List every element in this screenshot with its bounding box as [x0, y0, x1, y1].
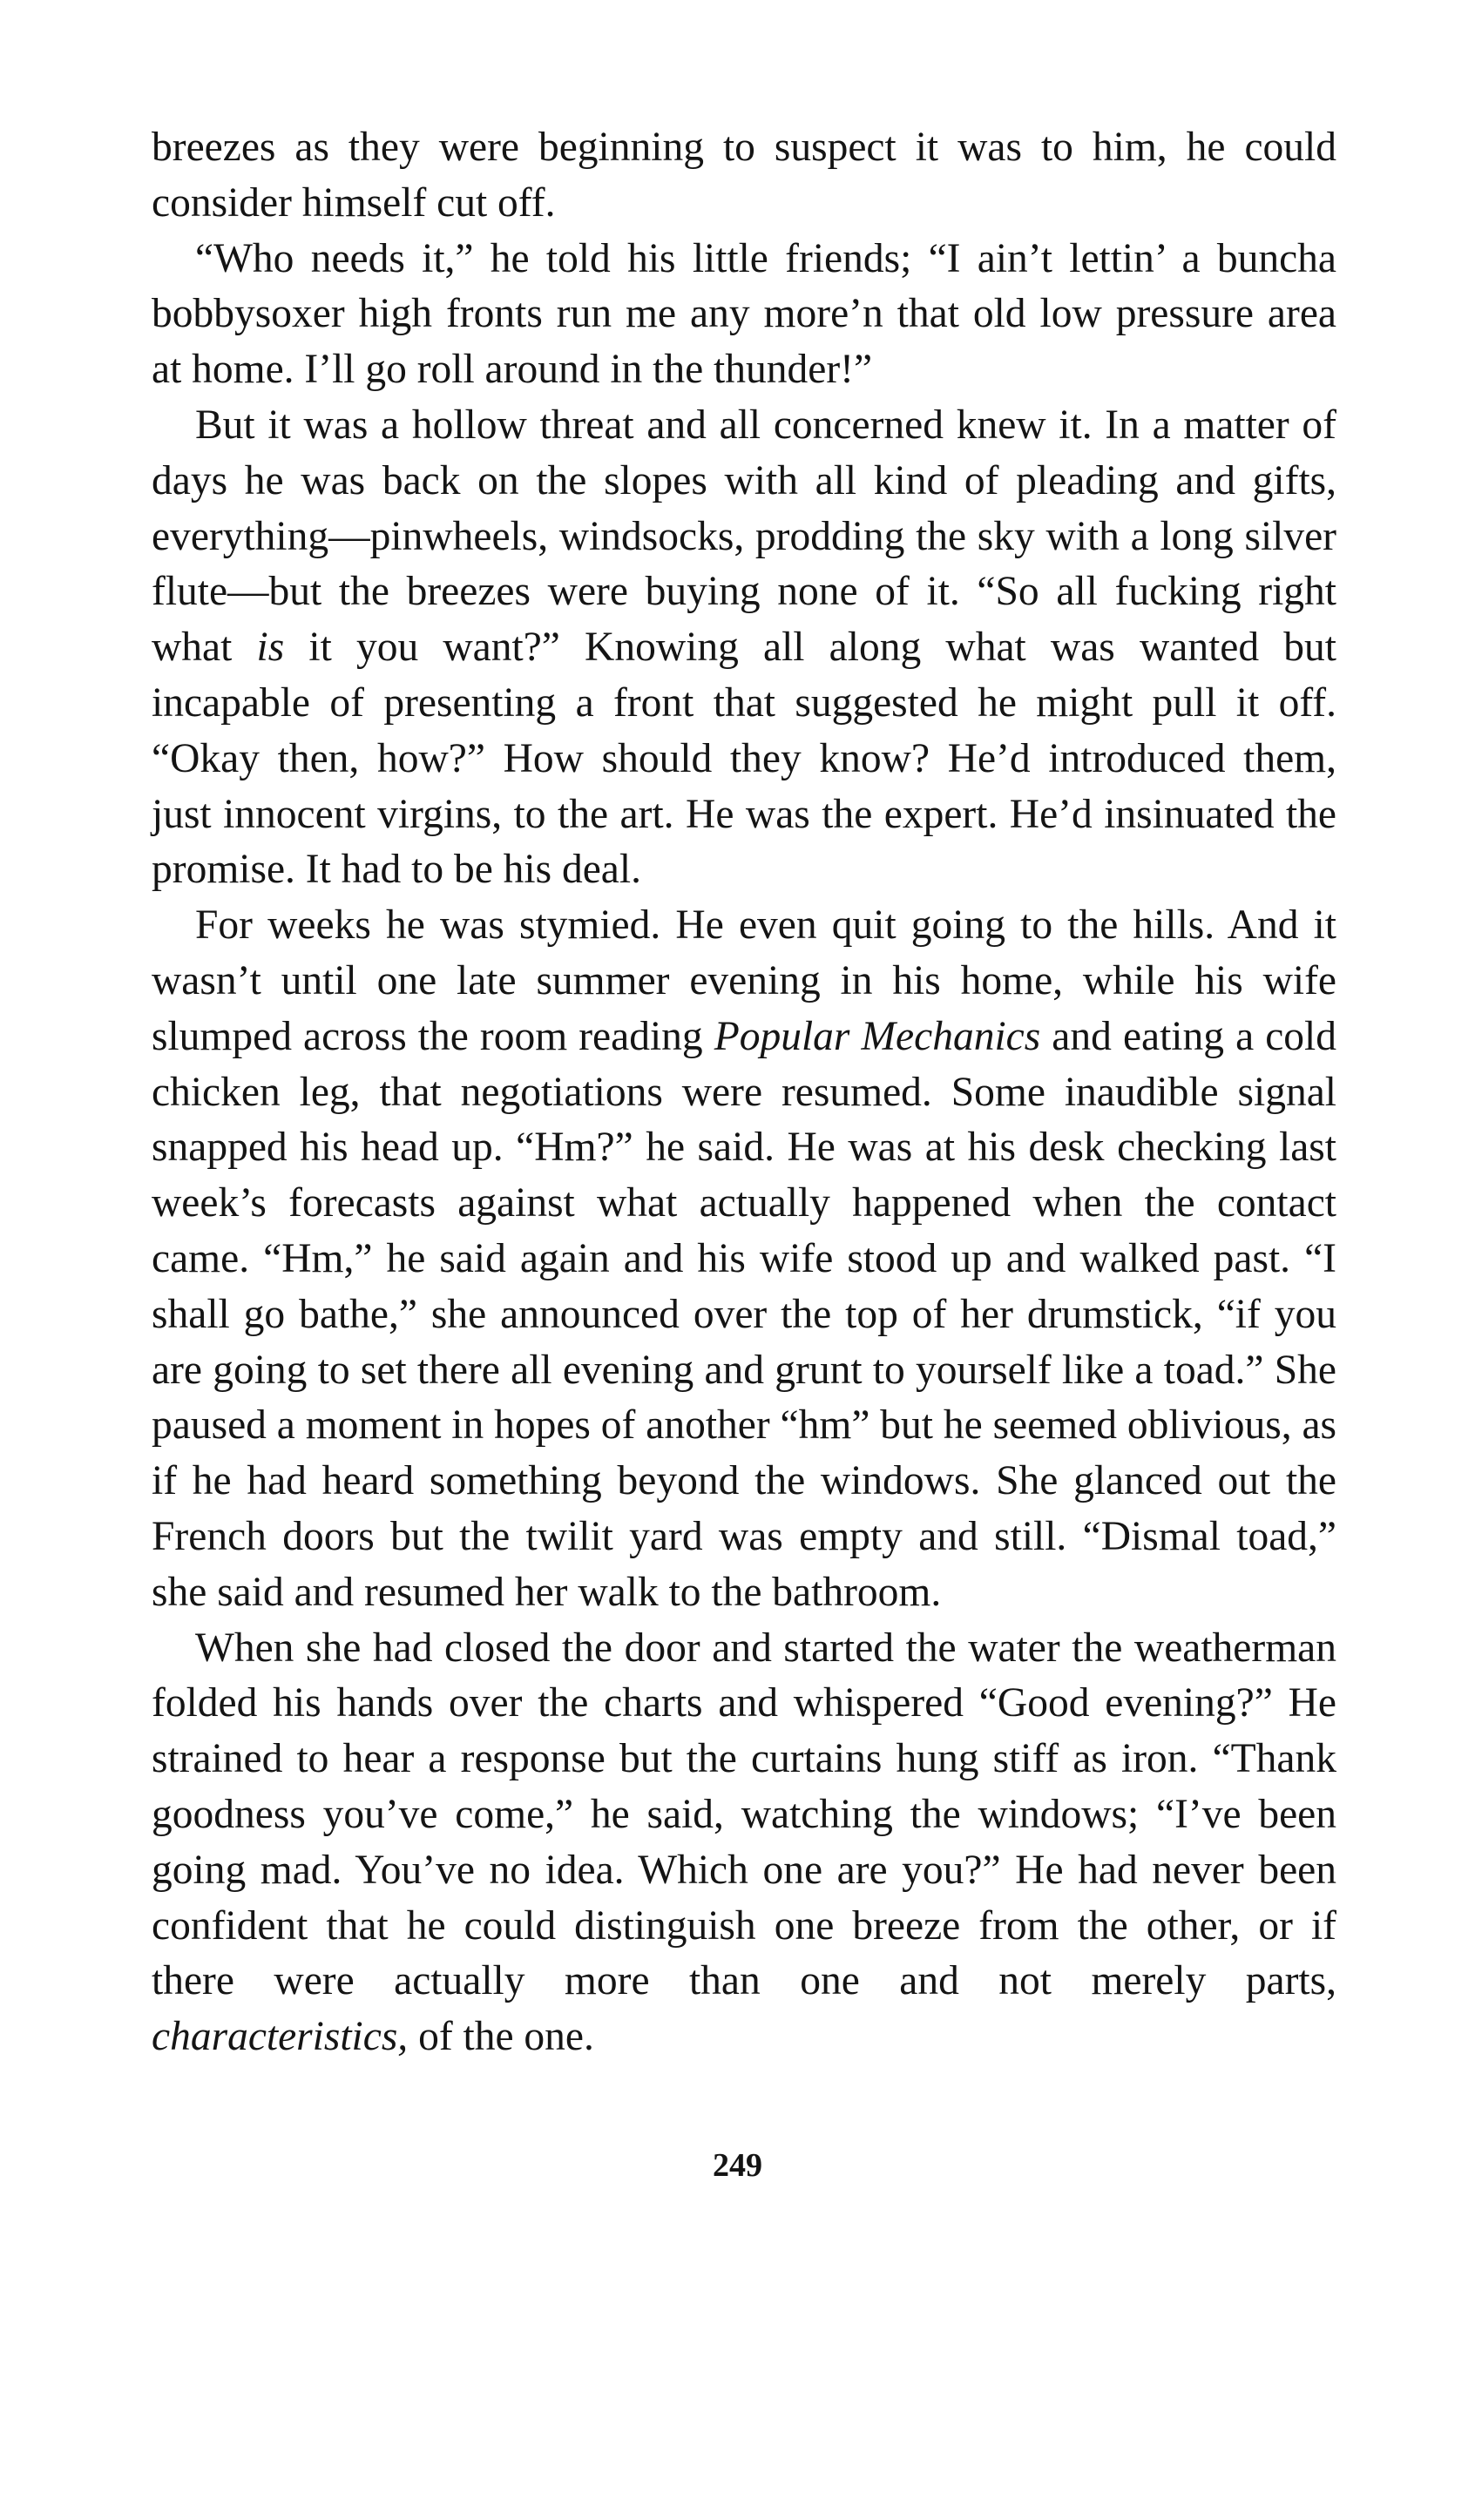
italic-text: Popular Mechanics: [714, 1013, 1041, 1059]
text-run: For weeks he was stymied. He even quit going to the hills. And it wasn’t until one late summer evening in his home, while his wife slumped across the room reading: [152, 902, 1336, 1059]
text-run: But it was a hollow threat and all concerned knew it. In a matter of days he was back on the slopes with all kind of pleading and gifts, everything—pinwheels, windsocks, prodding the sky with a long silver flute—but the breezes were buying none of it. “So all fucking right what: [152, 402, 1336, 671]
text-run: and eating a cold chicken leg, that negotiations were resumed. Some inaudible signal snapped his head up. “Hm?” he said. He was at his desk checking last week’s forecasts against what actually happened when the contact came. “Hm,” he said again and his wife stood up and walked past. “I shall go bathe,” she announced over the top of her drumstick, “if you are going to set there all evening and grunt to yourself like a toad.” She paused a moment in hopes of another “hm” but he seemed oblivious, as if he had heard something beyond the windows. She glanced out the French doors but the twilit yard was empty and still. “Dismal toad,” she said and resumed her walk to the bathroom.: [152, 1013, 1337, 1615]
italic-text: characteristics,: [152, 2014, 409, 2060]
paragraph: [152, 398, 1336, 898]
italic-text: is: [256, 625, 285, 671]
paragraph: [152, 232, 1336, 398]
text-run: “Who needs it,” he told his little friends; “I ain’t lettin’ a buncha bobbysoxer high fronts run me any more’n that old low pressure area at home. I’ll go roll around in the thunder!”: [152, 235, 1336, 393]
page-number: 249: [713, 2147, 762, 2184]
text-run: breezes as they were beginning to suspect it was to him, he could consider himself cut off.: [152, 125, 1336, 226]
paragraph: [152, 120, 1336, 232]
paragraph: [152, 1621, 1336, 2065]
text-run: of the one.: [408, 2014, 594, 2060]
body-text: [152, 120, 1336, 2065]
text-run: When she had closed the door and started the water the weatherman folded his hands over the charts and whispered “Good evening?” He strained to hear a response but the curtains hung stiff as iron. “Thank goodness you’ve come,” he said, watching the windows; “I’ve been going mad. You’ve no idea. Which one are you?” He had never been confident that he could distinguish one breeze from the other, or if there were actually more than one and not merely parts,: [152, 1625, 1336, 2004]
paragraph: [152, 898, 1336, 1620]
text-run: it you want?” Knowing all along what was wanted but incapable of presenting a front that suggested he might pull it off. “Okay then, how?” How should they know? He’d introduced them, just innocent virgins, to the art. He was the expert. He’d insinuated the promise. It had to be his deal.: [152, 625, 1336, 893]
